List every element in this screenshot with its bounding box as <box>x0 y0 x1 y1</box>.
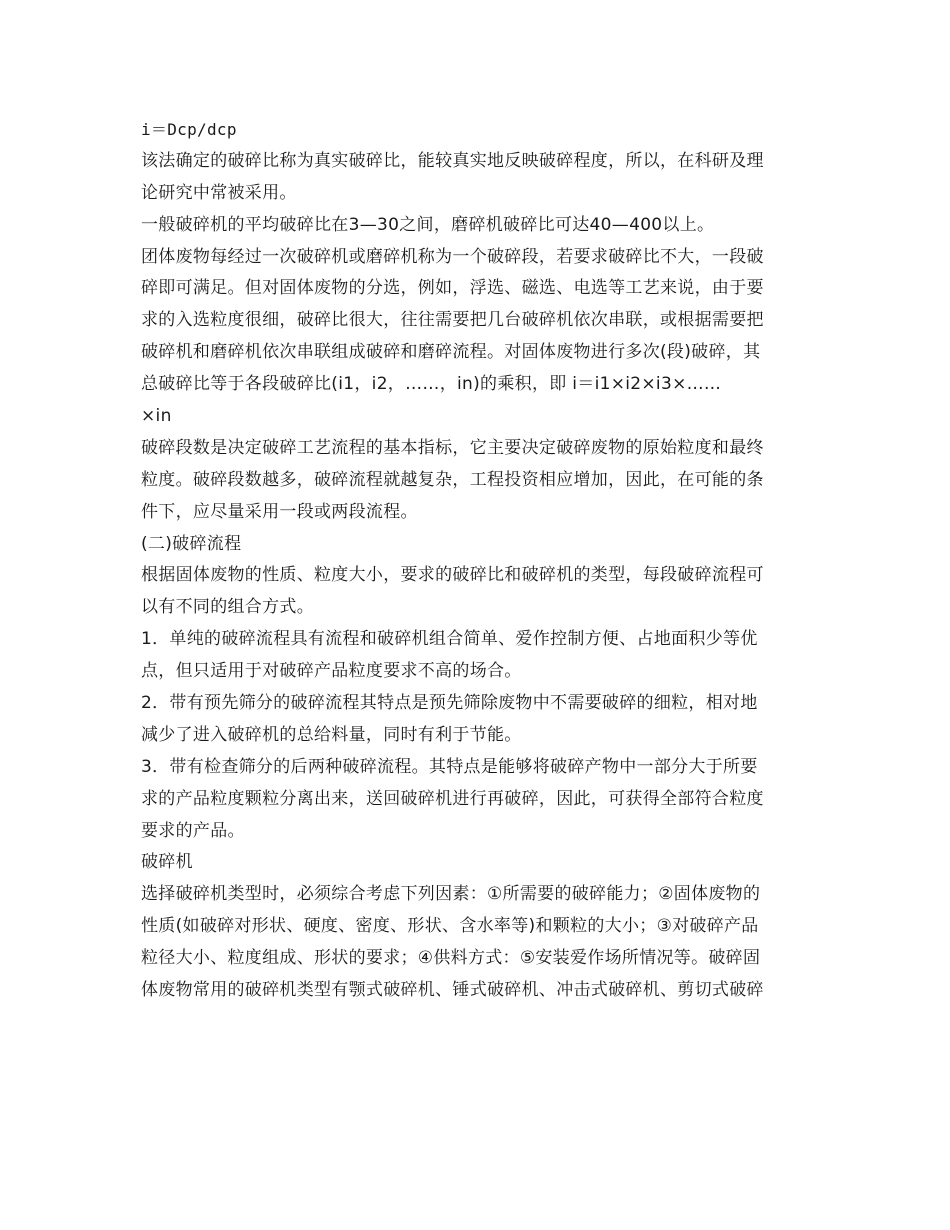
paragraph-line: 总破碎比等于各段破碎比(i1，i2，……，in)的乘积，即 i＝i1×i2×i3×…… <box>141 374 722 395</box>
paragraph-line: 体废物常用的破碎机类型有颚式破碎机、锤式破碎机、冲击式破碎机、剪切式破碎 <box>141 980 764 1001</box>
paragraph-line: 件下，应尽量采用一段或两段流程。 <box>141 501 418 522</box>
list-item-line: 点，但只适用于对破碎产品粒度要求不高的场合。 <box>141 661 522 682</box>
list-item-line: 1．单纯的破碎流程具有流程和破碎机组合简单、爱作控制方便、占地面积少等优 <box>141 629 758 650</box>
paragraph-line: 一般破碎机的平均破碎比在3—30之间，磨碎机破碎比可达40—400以上。 <box>141 214 715 235</box>
paragraph-line: 选择破碎机类型时，必须综合考虑下列因素：①所需要的破碎能力；②固体废物的 <box>141 884 761 905</box>
paragraph-line: 破碎段数是决定破碎工艺流程的基本指标，它主要决定破碎废物的原始粒度和最终 <box>141 437 764 458</box>
paragraph-line: 该法确定的破碎比称为真实破碎比，能较真实地反映破碎程度，所以，在科研及理 <box>141 150 764 171</box>
list-item-line: 2．带有预先筛分的破碎流程其特点是预先筛除废物中不需要破碎的细粒，相对地 <box>141 693 758 714</box>
paragraph-line: 粒径大小、粒度组成、形状的要求；④供料方式：⑤安装爱作场所情况等。破碎固 <box>141 948 761 969</box>
paragraph-line: 以有不同的组合方式。 <box>141 597 314 618</box>
formula-line: i＝Dcp/dcp <box>141 120 237 139</box>
paragraph-line: 团体废物每经过一次破碎机或磨碎机称为一个破碎段，若要求破碎比不大，一段破 <box>141 246 764 267</box>
list-item-line: 减少了进入破碎机的总给料量，同时有利于节能。 <box>141 724 522 745</box>
paragraph-line: 粒度。破碎段数越多，破碎流程就越复杂，工程投资相应增加，因此，在可能的条 <box>141 469 764 490</box>
paragraph-line: 破碎机和磨碎机依次串联组成破碎和磨碎流程。对固体废物进行多次(段)破碎，其 <box>141 342 761 363</box>
list-item-line: 要求的产品。 <box>141 820 245 841</box>
paragraph-line: 求的入选粒度很细，破碎比很大，往往需要把几台破碎机依次串联，或根据需要把 <box>141 310 764 331</box>
paragraph-line: 性质(如破碎对形状、硬度、密度、形状、含水率等)和颗粒的大小；③对破碎产品 <box>141 916 759 937</box>
section-heading: (二)破碎流程 <box>141 533 242 554</box>
list-item-line: 求的产品粒度颗粒分离出来，送回破碎机进行再破碎，因此，可获得全部符合粒度 <box>141 788 764 809</box>
list-item-line: 3．带有检查筛分的后两种破碎流程。其特点是能够将破碎产物中一部分大于所要 <box>141 756 758 777</box>
paragraph-line: 碎即可满足。但对固体废物的分选，例如，浮选、磁选、电选等工艺来说，由于要 <box>141 278 764 299</box>
paragraph-line: ×in <box>141 406 172 427</box>
paragraph-line: 论研究中常被采用。 <box>141 182 297 203</box>
document-body <box>141 114 813 1007</box>
paragraph-line: 根据固体废物的性质、粒度大小，要求的破碎比和破碎机的类型，每段破碎流程可 <box>141 565 764 586</box>
section-heading: 破碎机 <box>141 852 193 873</box>
